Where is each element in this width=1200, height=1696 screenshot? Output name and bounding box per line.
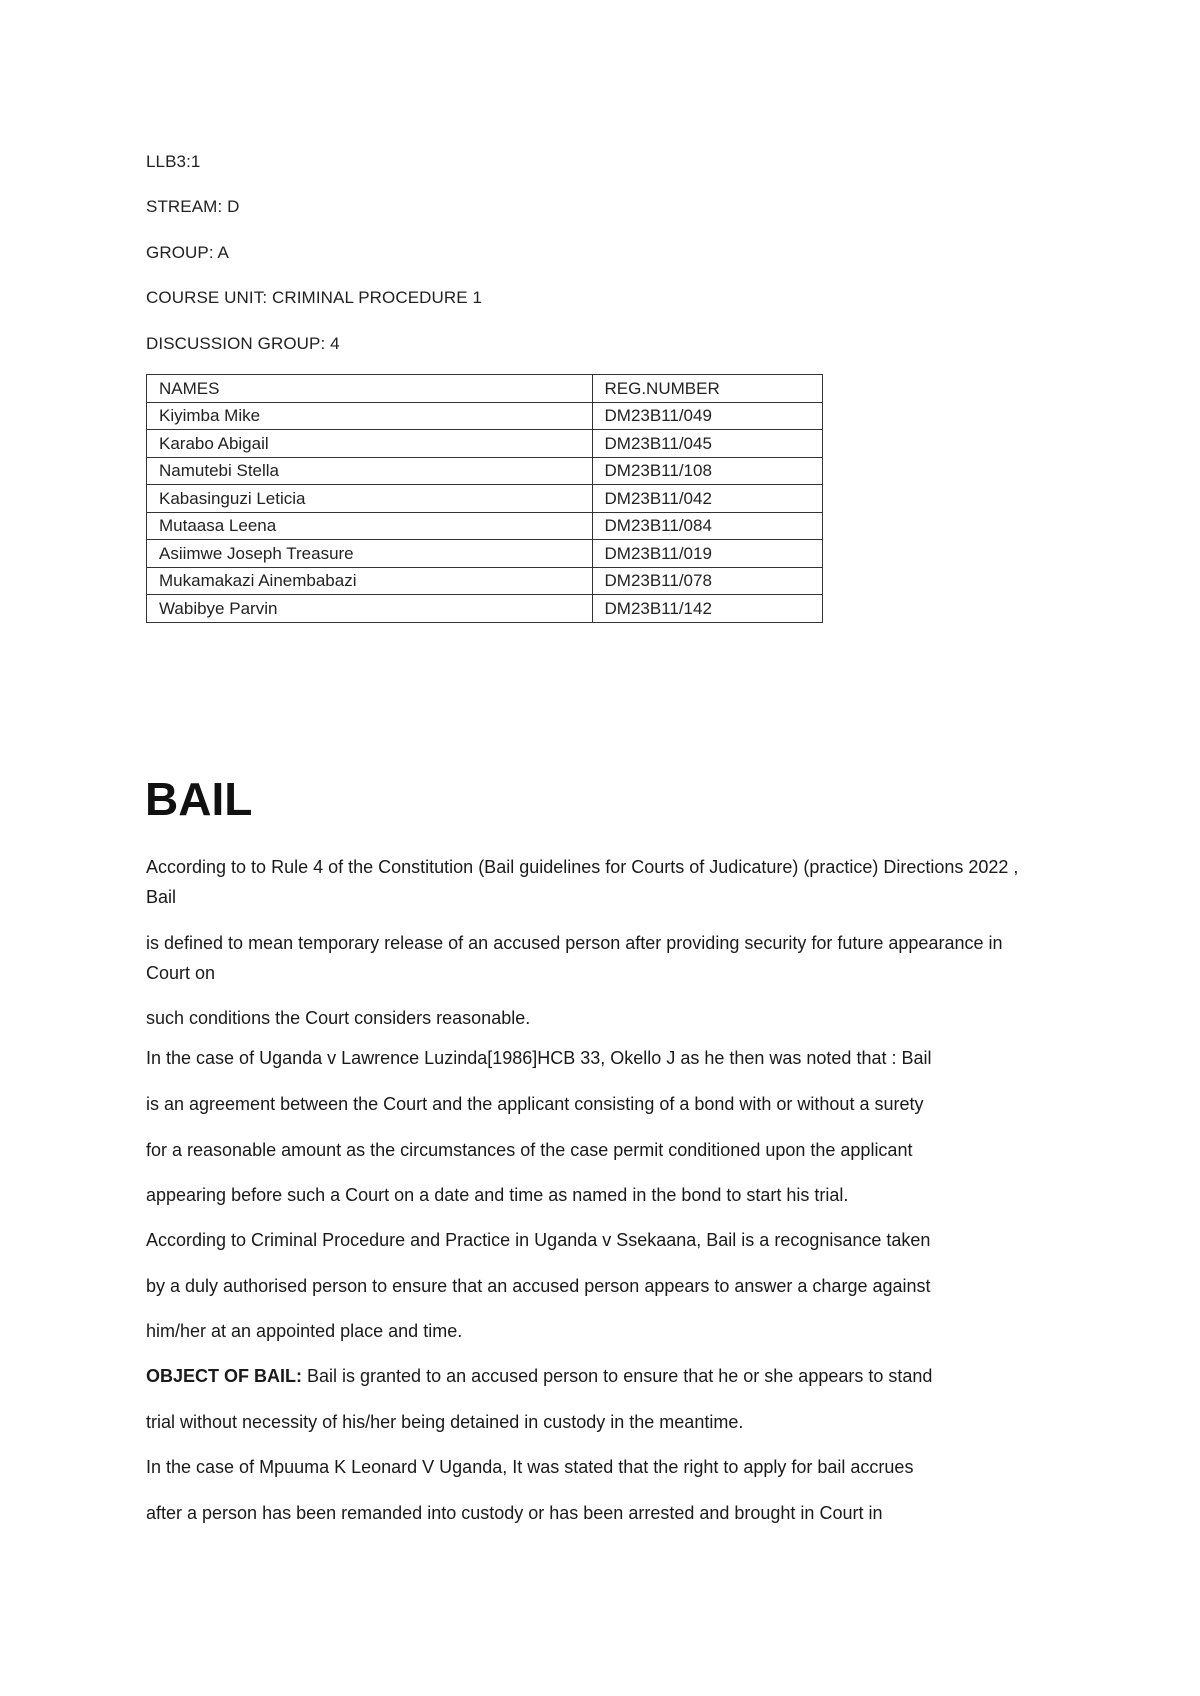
paragraph-definition-rule: According to to Rule 4 of the Constitution (Bail guidelines for Courts of Judicature) (practice) Directions 2022 , Bail [146,857,1019,907]
group-label: GROUP: A [146,243,229,262]
member-name: Mutaasa Leena [147,512,593,540]
table-header-row [147,375,823,403]
body-line: trial without necessity of his/her being detained in custody in the meantime. [146,1412,744,1432]
object-of-bail-label: OBJECT OF BAIL: [146,1366,302,1386]
member-reg-number: DM23B11/108 [592,457,823,485]
body-line: appearing before such a Court on a date and time as named in the bond to start his trial. [146,1185,849,1205]
body-line: by a duly authorised person to ensure that an accused person appears to answer a charge against [146,1276,931,1296]
body-line: him/her at an appointed place and time. [146,1321,463,1341]
table-row [147,485,823,513]
body-line: is an agreement between the Court and the applicant consisting of a bond with or without a surety [146,1094,924,1114]
column-header-reg-number: REG.NUMBER [592,375,823,403]
member-name: Asiimwe Joseph Treasure [147,540,593,568]
paragraph-definition-conditions: such conditions the Court considers reasonable. [146,1008,531,1028]
column-header-names: NAMES [147,375,593,403]
body-line: In the case of Mpuuma K Leonard V Uganda, It was stated that the right to apply for bail accrues [146,1457,914,1477]
member-reg-number: DM23B11/045 [592,430,823,458]
member-name: Namutebi Stella [147,457,593,485]
body-line: after a person has been remanded into custody or has been arrested and brought in Court in [146,1503,883,1523]
member-name: Karabo Abigail [147,430,593,458]
object-of-bail-text: Bail is granted to an accused person to ensure that he or she appears to stand [302,1366,933,1386]
body-line: According to Criminal Procedure and Practice in Uganda v Ssekaana, Bail is a recognisance taken [146,1230,931,1250]
course-unit-label: COURSE UNIT: CRIMINAL PROCEDURE 1 [146,288,483,307]
paragraph-definition-meaning: is defined to mean temporary release of an accused person after providing security for future appearance in Court on [146,933,1003,983]
table-row [147,567,823,595]
body-line: In the case of Uganda v Lawrence Luzinda[1986]HCB 33, Okello J as he then was noted that : Bail [146,1048,932,1068]
table-row [147,512,823,540]
body-line: for a reasonable amount as the circumstances of the case permit conditioned upon the applicant [146,1140,913,1160]
discussion-group-label: DISCUSSION GROUP: 4 [146,334,340,353]
member-name: Mukamakazi Ainembabazi [147,567,593,595]
table-row [147,595,823,623]
table-row [147,457,823,485]
table-row [147,540,823,568]
member-reg-number: DM23B11/042 [592,485,823,513]
table-row [147,402,823,430]
member-reg-number: DM23B11/078 [592,567,823,595]
member-reg-number: DM23B11/049 [592,402,823,430]
member-name: Kiyimba Mike [147,402,593,430]
member-reg-number: DM23B11/084 [592,512,823,540]
members-table [146,374,823,623]
stream-label: STREAM: D [146,197,240,216]
object-of-bail-line [146,1366,932,1387]
member-name: Kabasinguzi Leticia [147,485,593,513]
class-code: LLB3:1 [146,152,201,171]
member-reg-number: DM23B11/142 [592,595,823,623]
table-row [147,430,823,458]
section-heading: BAIL [145,773,253,825]
member-name: Wabibye Parvin [147,595,593,623]
member-reg-number: DM23B11/019 [592,540,823,568]
